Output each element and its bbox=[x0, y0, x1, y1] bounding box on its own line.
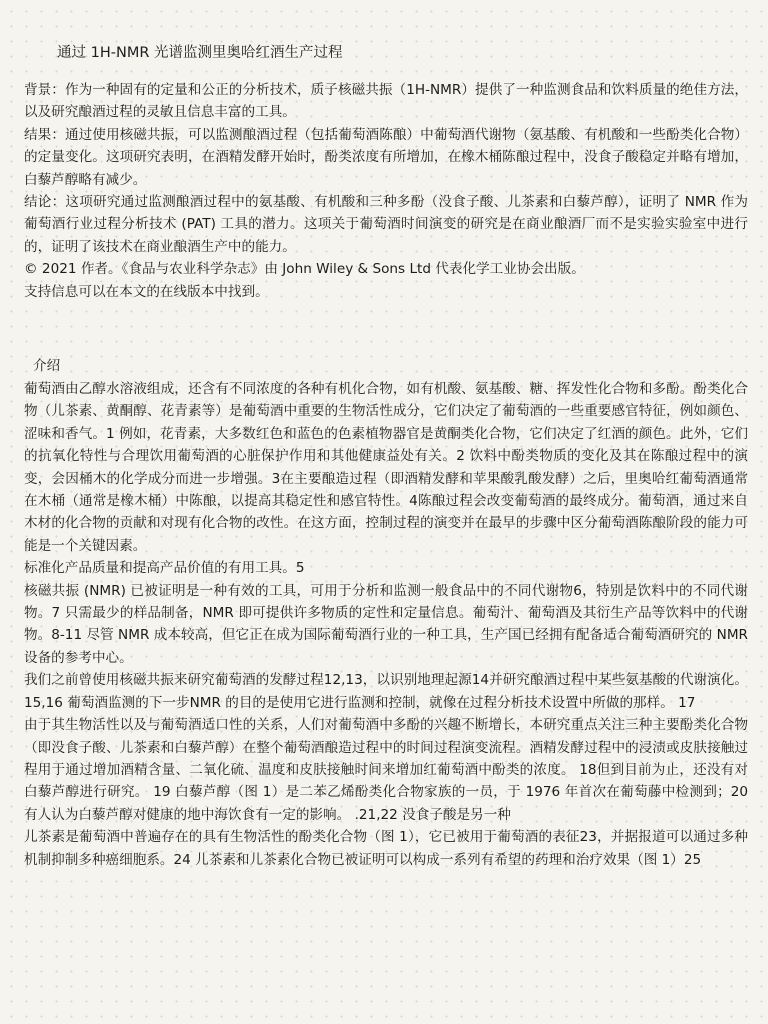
copyright-notice: © 2021 作者。《食品与农业科学杂志》由 John Wiley & Sons Ltd 代表化学工业协会出版。 bbox=[24, 261, 585, 278]
abstract-conclusion: 结论：这项研究通过监测酿酒过程中的氨基酸、有机酸和三种多酚（没食子酸、儿茶素和白藜芦醇），证明了 NMR 作为葡萄酒行业过程分析技术 (PAT) 工具的潜力。这项关于葡萄酒时间演变的研究是在商业酿酒厂而不是实验实验室中进行的，证明了该技术在商业酿酒生产中的能力。 bbox=[24, 194, 748, 255]
section-heading-introduction: 介绍 bbox=[33, 358, 61, 374]
abstract-results: 结果：通过使用核磁共振，可以监测酿酒过程（包括葡萄酒陈酿）中葡萄酒代谢物（氨基酸、有机酸和一些酚类化合物）的定量变化。这项研究表明，在酒精发酵开始时，酚类浓度有所增加，在橡木桶陈酿过程中，没食子酸稳定并略有增加，白藜芦醇略有减少。 bbox=[24, 126, 748, 188]
paper-title: 通过 1H-NMR 光谱监测里奥哈红酒生产过程 bbox=[57, 45, 343, 61]
intro-paragraph-4: 我们之前曾使用核磁共振来研究葡萄酒的发酵过程12,13，以识别地理起源14并研究酿酒过程中某些氨基酸的代谢演化。15,16 葡萄酒监测的下一步NMR 的目的是使用它进行监测和控制，就像在过程分析技术设置中所做的那样。 17 bbox=[24, 672, 748, 711]
introduction-body bbox=[24, 378, 748, 871]
abstract-background: 背景：作为一种固有的定量和公正的分析技术，质子核磁共振（1H-NMR）提供了一种监测食品和饮料质量的绝佳方法，以及研究酿酒过程的灵敏且信息丰富的工具。 bbox=[24, 82, 748, 121]
abstract bbox=[24, 79, 748, 303]
intro-paragraph-2: 标准化产品质量和提高产品价值的有用工具。5 bbox=[24, 560, 305, 577]
intro-paragraph-6: 儿茶素是葡萄酒中普遍存在的具有生物活性的酚类化合物（图 1），它已被用于葡萄酒的表征23，并据报道可以通过多种机制抑制多种癌细胞系。24 儿茶素和儿茶素化合物已被证明可以构成一系列有希望的药理和治疗效果（图 1）25 bbox=[24, 829, 748, 868]
intro-paragraph-1: 葡萄酒由乙醇水溶液组成，还含有不同浓度的各种有机化合物，如有机酸、氨基酸、糖、挥发性化合物和多酚。酚类化合物（儿茶素、黄酮醇、花青素等）是葡萄酒中重要的生物活性成分，它们决定了葡萄酒的一些重要感官特征，例如颜色、涩味和香气。1 例如，花青素，大多数红色和蓝色的色素植物器官是黄酮类化合物，它们决定了红酒的颜色。此外，它们的抗氧化特性与合理饮用葡萄酒的心脏保护作用和其他健康益处有关。2 饮料中酚类物质的变化及其在陈酿过程中的演变，会因桶木的化学成分而进一步增强。3在主要酿造过程（即酒精发酵和苹果酸乳酸发酵）之后，里奥哈红葡萄酒通常在木桶（通常是橡木桶）中陈酿，以提高其稳定性和感官特性。4陈酿过程会改变葡萄酒的最终成分。葡萄酒，通过来自木材的化合物的贡献和对现有化合物的改性。在这方面，控制过程的演变并在最早的步骤中区分葡萄酒陈酿阶段的能力可能是一个关键因素。 bbox=[24, 381, 748, 554]
intro-paragraph-3: 核磁共振 (NMR) 已被证明是一种有效的工具，可用于分析和监测一般食品中的不同代谢物6，特别是饮料中的不同代谢物。7 只需最少的样品制备，NMR 即可提供许多物质的定性和定量信息。葡萄汁、葡萄酒及其衍生产品等饮料中的代谢物。8-11 尽管 NMR 成本较高，但它正在成为国际葡萄酒行业的一种工具，生产国已经拥有配备适合葡萄酒研究的 NMR 设备的参考中心。 bbox=[24, 582, 748, 666]
intro-paragraph-5: 由于其生物活性以及与葡萄酒适口性的关系，人们对葡萄酒中多酚的兴趣不断增长，本研究重点关注三种主要酚类化合物（即没食子酸、儿茶素和白藜芦醇）在整个葡萄酒酿造过程中的时间过程演变流程。酒精发酵过程中的浸渍或皮肤接触过程用于通过增加酒精含量、二氧化硫、温度和皮肤接触时间来增加红葡萄酒中酚类的浓度。 18但到目前为止，还没有对白藜芦醇进行研究。 19 白藜芦醇（图 1）是二苯乙烯酚类化合物家族的一员，于 1976 年首次在葡萄藤中检测到；20 有人认为白藜芦醇对健康的地中海饮食有一定的影响。 .21,22 没食子酸是另一种 bbox=[24, 717, 748, 823]
supporting-info-note: 支持信息可以在本文的在线版本中找到。 bbox=[24, 283, 269, 300]
